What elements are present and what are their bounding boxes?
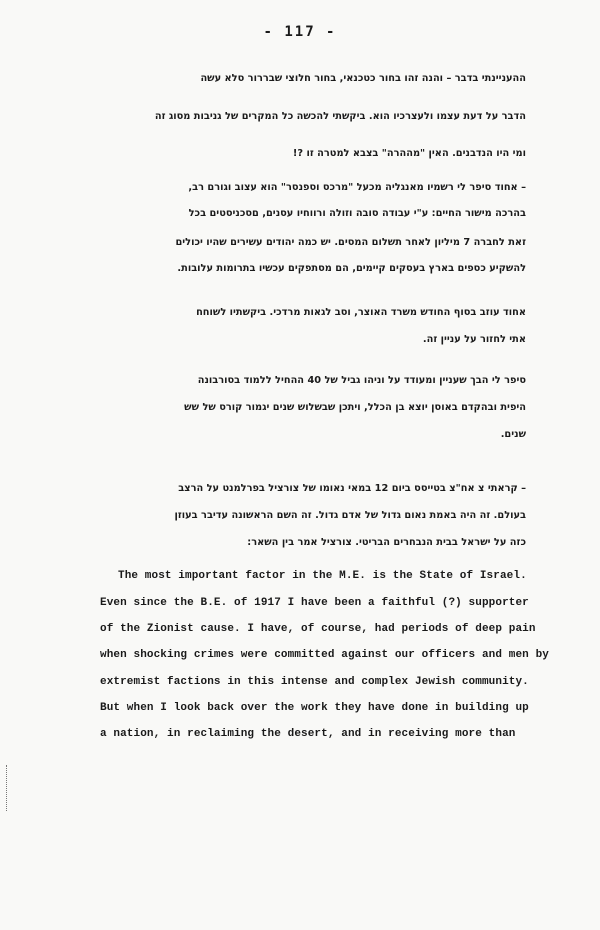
hebrew-line: בהרכה מישור החיים: ע"י עבודה סובה וזולה ורווחיו עסנים, םסכניסטים בכל (188, 208, 526, 219)
english-line: But when I look back over the work they have done in building up (100, 702, 529, 714)
english-line: a nation, in reclaiming the desert, and in receiving more than (100, 728, 516, 740)
margin-scribble (6, 765, 17, 811)
hebrew-line: – אחוד סיפר לי רשמיו מאנגליה מכעל "מרכס וספנסר" הוא עצוב וגורם רב, (188, 182, 526, 193)
hebrew-line: זאת לחברה 7 מיליון לאחר תשלום המסים. יש כמה יהודים עשירים שהיו יכולים (175, 237, 526, 248)
english-line: extremist factions in this intense and complex Jewish community. (100, 676, 529, 688)
english-line: The most important factor in the M.E. is the State of Israel. (118, 570, 527, 582)
hebrew-line: אחוד עוזב בסוף החודש משרד האוצר, וסב לגאות מרדכי. ביקשתיו לשוחח (196, 307, 526, 318)
hebrew-line: היפית ובהקדם באוסן יוצא בן הכלל, ויתכן שבשלוש שנים יגמור קורס של שש (184, 402, 526, 413)
hebrew-line: כזה על ישראל בבית הנבחרים הבריטי. צורציל אמר בין השאר: (247, 537, 526, 548)
page-number: - 117 - (263, 24, 337, 40)
english-line: when shocking crimes were committed against our officers and men by (100, 649, 549, 661)
hebrew-line: – קראתי צ אח"צ בטייסס ביום 12 במאי נאומו של צורציל בפרלמנט על הרצב (178, 483, 526, 494)
hebrew-line: בעולם. זה היה באמת נאום גדול של אדם גדול. זה השם הראשונה עדיבר בעוזן (174, 510, 526, 521)
hebrew-line: אתי לחזור על עניין זה. (422, 334, 526, 345)
hebrew-line: הדבר על דעת עצמו ולעצרכיו הוא. ביקשתי להכשה כל המקרים של גניבות מסוג זה (154, 111, 526, 122)
english-line: Even since the B.E. of 1917 I have been a faithful (?) supporter (100, 597, 529, 609)
english-line: of the Zionist cause. I have, of course, had periods of deep pain (100, 623, 536, 635)
hebrew-line: סיפר לי הבך שעניין ומעודד על וניהו גביל של 40 ההחיל ללמוד בסורבונה (197, 375, 526, 386)
hebrew-line: ההעניינתי בדבר – והנה זהו בחור כטכנאי, בחור חלוצי שבררור סלא עשה (200, 73, 526, 84)
hebrew-line: ומי היו הנדבנים. האין "מההרה" בצבא למטרה זו ?! (292, 148, 526, 159)
hebrew-line: להשקיע כספים בארץ בעסקים קיימים, הם מסתפקים עכשיו בתרומות עלובות. (177, 263, 526, 274)
hebrew-line: שנים. (500, 429, 526, 440)
